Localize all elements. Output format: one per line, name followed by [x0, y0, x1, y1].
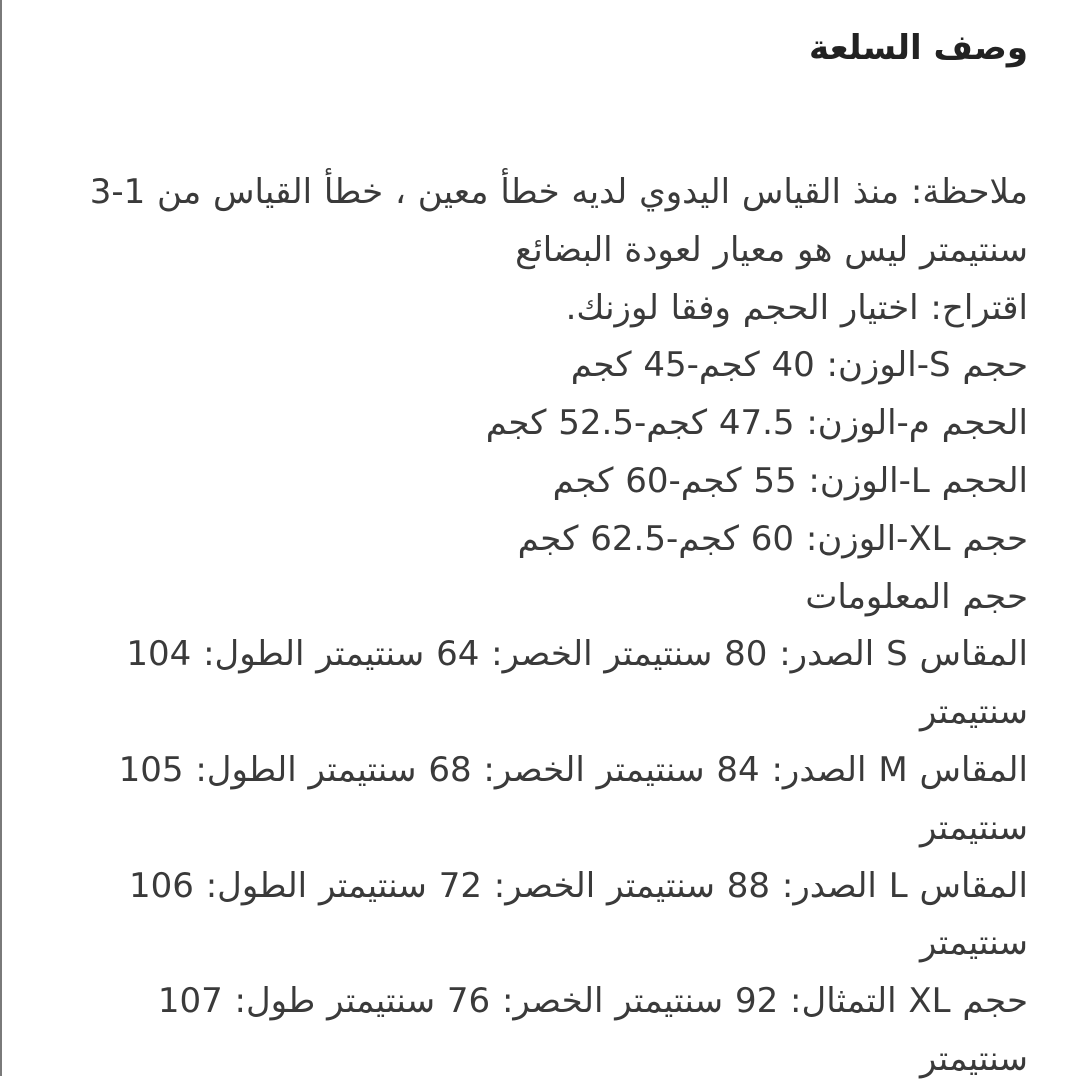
measure-size-xl: حجم XL التمثال: 92 سنتيمتر الخصر: 76 سنتيمتر طول: 107 سنتيمتر: [157, 981, 1028, 1079]
product-description-panel: [40, 0, 1028, 1089]
description-list: [40, 164, 1028, 1089]
suggestion-line: اقتراح: اختيار الحجم وفقا لوزنك.: [565, 287, 1028, 328]
weight-size-l: الحجم L-الوزن: 55 كجم-60 كجم: [552, 460, 1028, 501]
weight-size-s: حجم S-الوزن: 40 كجم-45 كجم: [570, 345, 1028, 386]
measure-size-s: المقاس S الصدر: 80 سنتيمتر الخصر: 64 سنتيمتر الطول: 104 سنتيمتر: [126, 634, 1028, 733]
weight-size-xl: حجم XL-الوزن: 60 كجم-62.5 كجم: [517, 518, 1028, 559]
measure-size-m: المقاس M الصدر: 84 سنتيمتر الخصر: 68 سنتيمتر الطول: 105 سنتيمتر: [118, 749, 1028, 848]
weight-size-m: الحجم م-الوزن: 47.5 كجم-52.5 كجم: [485, 403, 1028, 444]
note-line: ملاحظة: منذ القياس اليدوي لديه خطأ معين ، خطأ القياس من 1-3 سنتيمتر ليس هو معيار لعودة البضائع: [89, 172, 1028, 270]
left-edge-divider: [0, 0, 2, 1076]
measure-size-l: المقاس L الصدر: 88 سنتيمتر الخصر: 72 سنتيمتر الطول: 106 سنتيمتر: [129, 865, 1028, 964]
section-title: وصف السلعة: [808, 28, 1028, 68]
size-info-heading: حجم المعلومات: [805, 576, 1028, 617]
